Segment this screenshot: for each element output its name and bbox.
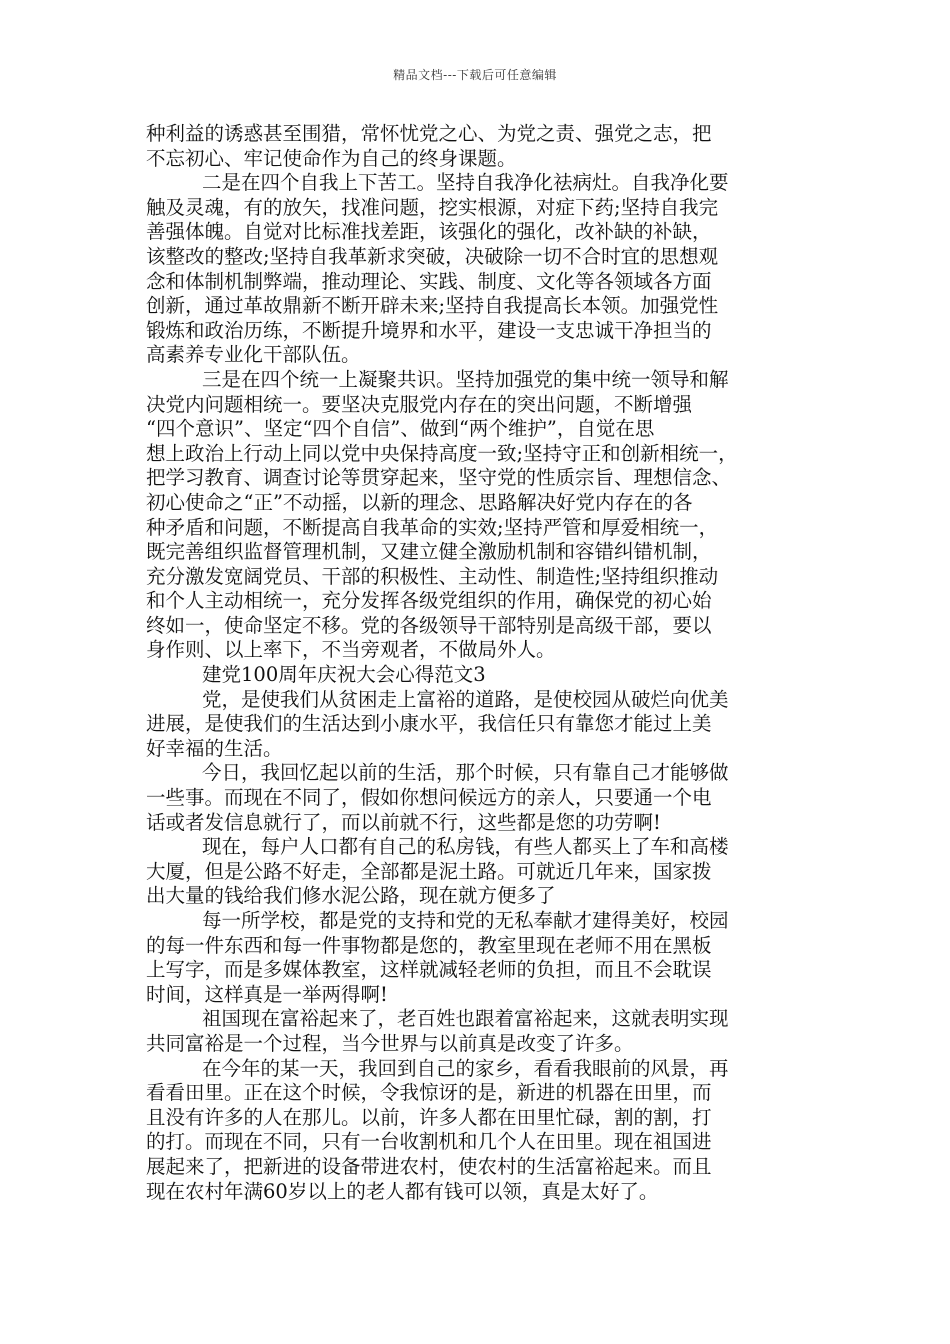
text-line: 现在农村年满60岁以上的老人都有钱可以领，真是太好了。 xyxy=(146,1179,659,1203)
text-line: 创新，通过革故鼎新不断开辟未来;坚持自我提高长本领。加强党性 xyxy=(146,294,719,318)
text-line: 把学习教育、调查讨论等贯穿起来，坚守党的性质宗旨、理想信念、 xyxy=(146,466,732,490)
text-line: 进展，是使我们的生活达到小康水平，我信任只有靠您才能过上美 xyxy=(146,712,712,736)
text-line: 上写字，而是多媒体教室，这样就减轻老师的负担，而且不会耽误 xyxy=(146,958,712,982)
text-line: 好幸福的生活。 xyxy=(146,736,283,760)
text-line: 想上政治上行动上同以党中央保持高度一致;坚持守正和创新相统一， xyxy=(146,441,738,465)
section-heading: 建党100周年庆祝大会心得范文3 xyxy=(202,663,486,687)
text-line: 共同富裕是一个过程，当今世界与以前真是改变了许多。 xyxy=(146,1031,634,1055)
text-line: 看看田里。正在这个时候，令我惊讶的是，新进的机器在田里，而 xyxy=(146,1081,712,1105)
text-line: “四个意识”、坚定“四个自信”、做到“两个维护”，自觉在思 xyxy=(146,417,655,441)
text-line: 锻炼和政治历练，不断提升境界和水平，建设一支忠诚干净担当的 xyxy=(146,318,712,342)
paragraph-start-line: 三是在四个统一上凝聚共识。坚持加强党的集中统一领导和解 xyxy=(202,367,729,391)
text-line: 的打。而现在不同，只有一台收割机和几个人在田里。现在祖国进 xyxy=(146,1130,712,1154)
paragraph-start-line: 党，是使我们从贫困走上富裕的道路，是使校园从破烂向优美 xyxy=(202,687,729,711)
paragraph-start-line: 祖国现在富裕起来了，老百姓也跟着富裕起来，这就表明实现 xyxy=(202,1007,729,1031)
text-line: 展起来了，把新进的设备带进农村，使农村的生活富裕起来。而且 xyxy=(146,1154,712,1178)
text-line: 充分激发宽阔党员、干部的积极性、主动性、制造性;坚持组织推动 xyxy=(146,564,719,588)
document-body xyxy=(146,122,821,1204)
text-line: 决党内问题相统一。要坚决克服党内存在的突出问题，不断增强 xyxy=(146,392,693,416)
text-line: 一些事。而现在不同了，假如你想问候远方的亲人，只要通一个电 xyxy=(146,786,712,810)
text-line: 既完善组织监督管理机制，又建立健全激励机制和容错纠错机制， xyxy=(146,540,712,564)
text-line: 种矛盾和问题，不断提高自我革命的实效;坚持严管和厚爱相统一， xyxy=(146,515,719,539)
text-line: 种利益的诱惑甚至围猎，常怀忧党之心、为党之责、强党之志，把 xyxy=(146,122,712,145)
text-line: 且没有许多的人在那儿。以前，许多人都在田里忙碌，割的割，打 xyxy=(146,1105,712,1129)
paragraph-start-line: 现在，每户人口都有自己的私房钱，有些人都买上了车和高楼 xyxy=(202,835,729,859)
paragraph-start-line: 每一所学校，都是党的支持和党的无私奉献才建得美好，校园 xyxy=(202,909,729,932)
text-line: 终如一，使命坚定不移。党的各级领导干部特别是高级干部，要以 xyxy=(146,613,712,637)
page-header: 精品文档---下载后可任意编辑 xyxy=(393,68,557,82)
paragraph-start-line: 在今年的某一天，我回到自己的家乡，看看我眼前的风景，再 xyxy=(202,1056,729,1080)
text-line: 和个人主动相统一，充分发挥各级党组织的作用，确保党的初心始 xyxy=(146,589,712,613)
text-line: 身作则、以上率下，不当旁观者，不做局外人。 xyxy=(146,638,556,662)
text-line: 高素养专业化干部队伍。 xyxy=(146,343,361,367)
text-line: 初心使命之“正”不动摇，以新的理念、思路解决好党内存在的各 xyxy=(146,490,693,514)
text-line: 触及灵魂，有的放矢，找准问题，挖实根源，对症下药;坚持自我完 xyxy=(146,195,719,219)
text-line: 大厦，但是公路不好走，全部都是泥土路。可就近几年来，国家拨 xyxy=(146,859,712,883)
text-line: 念和体制机制弊端，推动理论、实践、制度、文化等各领域各方面 xyxy=(146,269,712,293)
paragraph-start-line: 今日，我回忆起以前的生活，那个时候，只有靠自己才能够做 xyxy=(202,761,729,785)
text-line: 出大量的钱给我们修水泥公路，现在就方便多了 xyxy=(146,884,556,908)
text-line: 不忘初心、牢记使命作为自己的终身课题。 xyxy=(146,146,517,170)
paragraph-start-line: 二是在四个自我上下苦工。坚持自我净化祛病灶。自我净化要 xyxy=(202,171,729,195)
text-line: 的每一件东西和每一件事物都是您的，教室里现在老师不用在黑板 xyxy=(146,933,712,957)
text-line: 话或者发信息就行了，而以前就不行，这些都是您的功劳啊! xyxy=(146,810,661,834)
text-line: 善强体魄。自觉对比标准找差距，该强化的强化，改补缺的补缺， xyxy=(146,220,712,244)
text-line: 时间，这样真是一举两得啊! xyxy=(146,982,388,1006)
text-line: 该整改的整改;坚持自我革新求突破，决破除一切不合时宜的思想观 xyxy=(146,244,719,268)
